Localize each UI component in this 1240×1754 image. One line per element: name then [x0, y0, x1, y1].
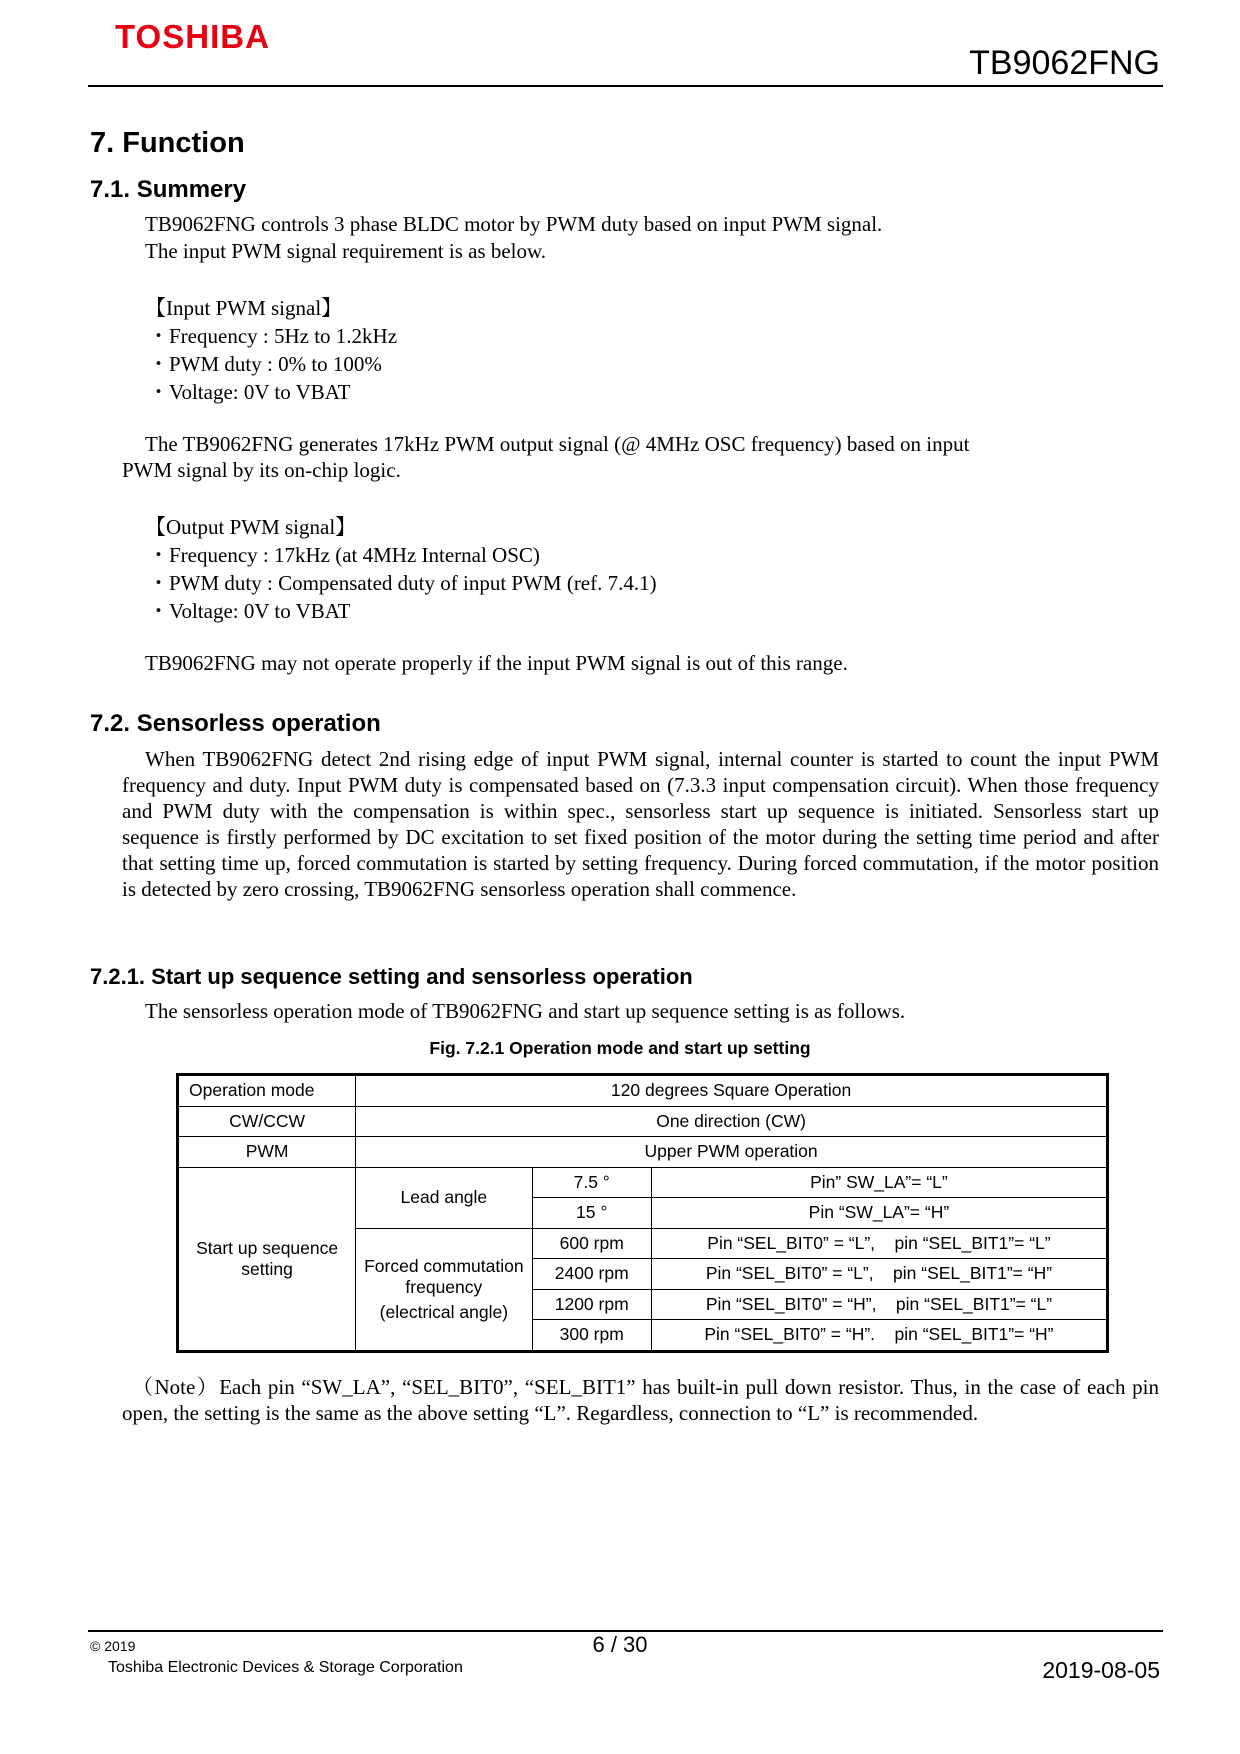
- document-id: TB9062FNG: [969, 44, 1160, 82]
- subsection-7-2-1-title: 7.2.1. Start up sequence setting and sensorless operation: [90, 964, 693, 989]
- forced-rpm: 1200 rpm: [532, 1289, 651, 1320]
- output-item-frequency: ・Frequency : 17kHz (at 4MHz Internal OSC): [148, 543, 540, 567]
- forced-pins: Pin “SEL_BIT0” = “L”, pin “SEL_BIT1”= “L”: [651, 1228, 1107, 1259]
- lead-angle-value: 15 °: [532, 1198, 651, 1229]
- forced-rpm: 300 rpm: [532, 1320, 651, 1352]
- lead-angle-pins: Pin “SW_LA”= “H”: [651, 1198, 1107, 1229]
- footer-copyright: © 2019: [90, 1638, 136, 1654]
- subsection-7-1-title: 7.1. Summery: [90, 176, 247, 203]
- pwm-label: PWM: [178, 1137, 356, 1168]
- lead-angle-label: Lead angle: [356, 1167, 532, 1228]
- range-warning: TB9062FNG may not operate properly if the input PWM signal is out of this range.: [145, 651, 848, 675]
- input-item-voltage: ・Voltage: 0V to VBAT: [148, 380, 351, 404]
- subsection-7-2-title: 7.2. Sensorless operation: [90, 710, 381, 737]
- sensorless-paragraph: When TB9062FNG detect 2nd rising edge of input PWM signal, internal counter is started to count the input PWM frequency and duty. Input PWM duty is compensated based on (7.3.3 input compensation circuit). When those frequency and PWM duty with the compensation is within spec., sensorless start up sequence is initiated. Sensorless start up sequence is firstly performed by DC excitation to set fixed position of the motor during the setting time period and after that setting time up, forced commutation is started by setting frequency. During forced commutation, if the motor position is detected by zero crossing, TB9062FNG sensorless operation shall commence.: [122, 747, 1159, 901]
- startup-label: Start up sequence setting: [178, 1167, 356, 1351]
- table-row: [178, 1106, 1108, 1137]
- forced-rpm: 2400 rpm: [532, 1259, 651, 1290]
- table-row: [178, 1137, 1108, 1168]
- lead-angle-pins: Pin” SW_LA”= “L”: [651, 1167, 1107, 1198]
- forced-pins: Pin “SEL_BIT0” = “L”, pin “SEL_BIT1”= “H”: [651, 1259, 1107, 1290]
- table-note: （Note）Each pin “SW_LA”, “SEL_BIT0”, “SEL_BIT1” has built-in pull down resistor. Thus, in the case of each pin open, the setting is the same as the above setting “L”. Regardless, connection to “L” is recommended.: [122, 1375, 1159, 1425]
- forced-commutation-label: [356, 1228, 532, 1351]
- op-mode-label: Operation mode: [178, 1075, 356, 1107]
- table-row: [178, 1075, 1108, 1107]
- table-row: [178, 1167, 1108, 1198]
- forced-pins: Pin “SEL_BIT0” = “H”. pin “SEL_BIT1”= “H”: [651, 1320, 1107, 1352]
- direction-value: One direction (CW): [356, 1106, 1108, 1137]
- direction-label: CW/CCW: [178, 1106, 356, 1137]
- lead-angle-value: 7.5 °: [532, 1167, 651, 1198]
- table-intro: The sensorless operation mode of TB9062FNG and start up sequence setting is as follows.: [145, 999, 906, 1023]
- toshiba-logo: TOSHIBA: [115, 18, 270, 55]
- input-item-frequency: ・Frequency : 5Hz to 1.2kHz: [148, 324, 398, 348]
- output-pwm-heading: 【Output PWM signal】: [145, 515, 357, 539]
- generates-line-2: PWM signal by its on-chip logic.: [122, 458, 401, 482]
- pwm-value: Upper PWM operation: [356, 1137, 1108, 1168]
- figure-caption: Fig. 7.2.1 Operation mode and start up setting: [429, 1038, 811, 1058]
- footer-corporation: Toshiba Electronic Devices & Storage Corporation: [108, 1659, 463, 1676]
- summary-line-2: The input PWM signal requirement is as below.: [145, 239, 547, 263]
- operation-mode-table: [176, 1073, 1109, 1353]
- header-divider: [88, 85, 1163, 87]
- forced-commutation-sub: (electrical angle): [379, 1301, 509, 1322]
- section-title: 7. Function: [90, 127, 245, 159]
- generates-line-1: The TB9062FNG generates 17kHz PWM output signal (@ 4MHz OSC frequency) based on input: [145, 432, 970, 456]
- input-pwm-heading: 【Input PWM signal】: [145, 296, 343, 320]
- output-item-voltage: ・Voltage: 0V to VBAT: [148, 599, 351, 623]
- output-item-duty: ・PWM duty : Compensated duty of input PWM (ref. 7.4.1): [148, 571, 657, 595]
- page-number: 6 / 30: [592, 1632, 648, 1657]
- forced-rpm: 600 rpm: [532, 1228, 651, 1259]
- footer-date: 2019-08-05: [1042, 1657, 1160, 1683]
- forced-commutation-title: Forced commutation frequency: [364, 1255, 524, 1297]
- op-mode-value: 120 degrees Square Operation: [356, 1075, 1108, 1107]
- forced-pins: Pin “SEL_BIT0” = “H”, pin “SEL_BIT1”= “L”: [651, 1289, 1107, 1320]
- input-item-duty: ・PWM duty : 0% to 100%: [148, 352, 382, 376]
- summary-line-1: TB9062FNG controls 3 phase BLDC motor by PWM duty based on input PWM signal.: [145, 212, 883, 236]
